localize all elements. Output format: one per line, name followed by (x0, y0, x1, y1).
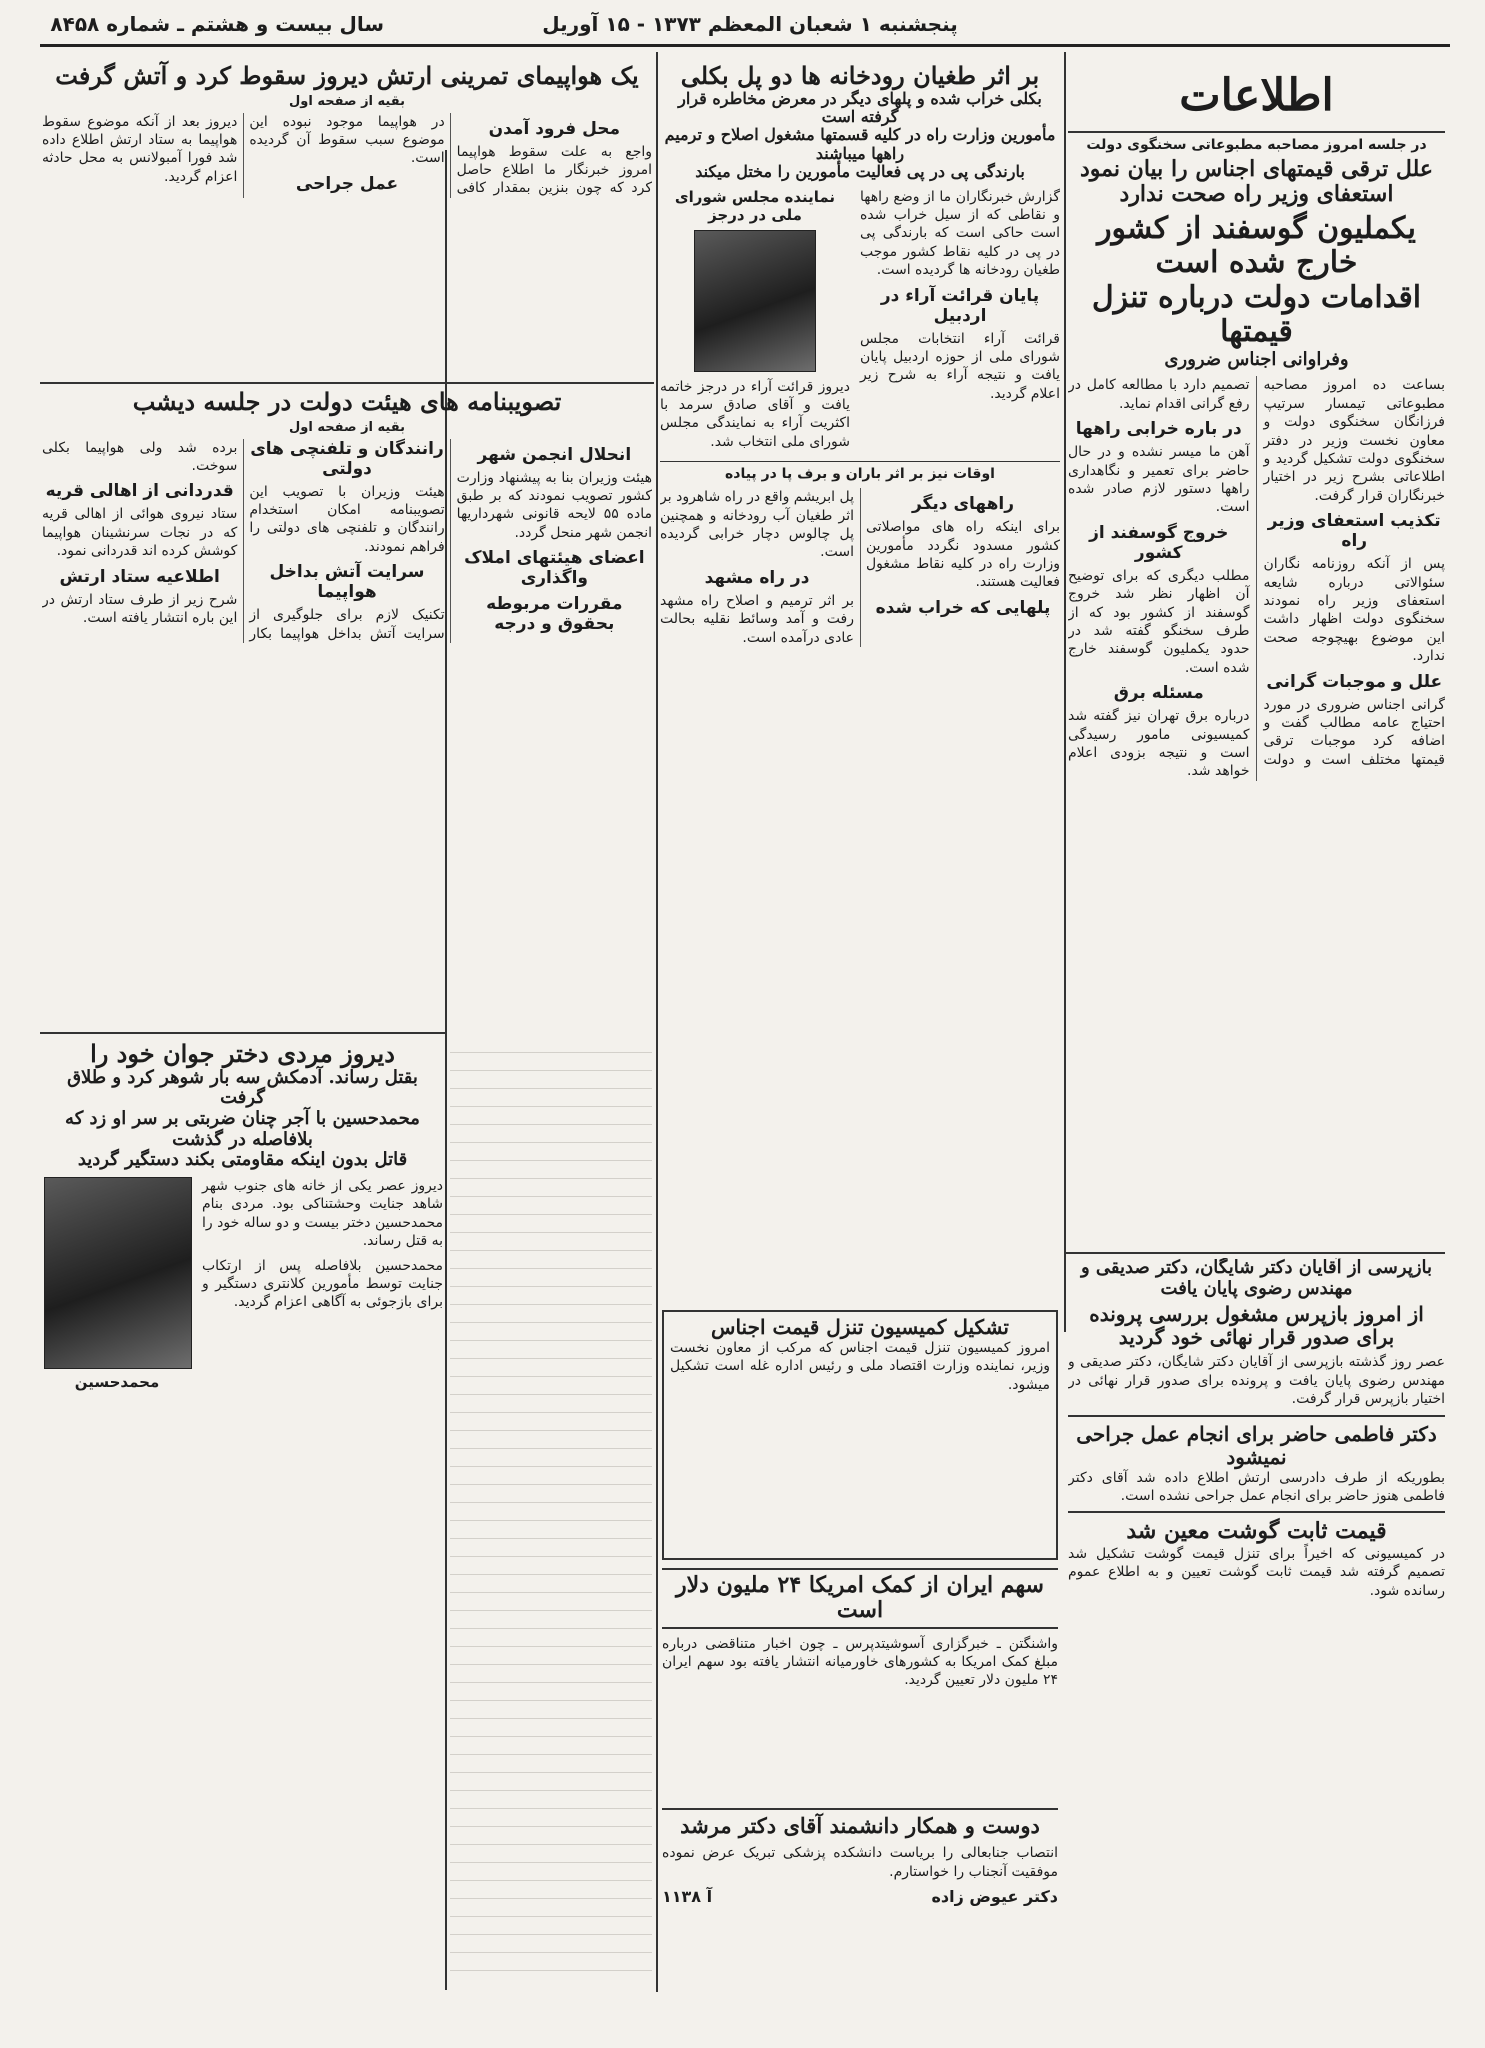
bottom-paragraph-3: در کمیسیونی که اخیراً برای تنزل قیمت گوشت تشکیل شد تصمیم گرفته شد قیمت ثابت گوشت تعیین و به اطلاع عموم رسانده شود. (1068, 1545, 1445, 1599)
plane-paragraph-2: دیروز بعد از آنکه موضوع سقوط هواپیما به ستاد ارتش اطلاع داده شد فورا آمبولانس به محل حادثه اعزام گردید. (42, 113, 238, 185)
left-top-article (42, 52, 652, 378)
middle-subhead-1: پایان قرائت آراء در اردبیل (880, 285, 1040, 326)
header-rule (40, 44, 1450, 47)
right-paragraph-6: درباره برق تهران نیز گفته شد کمیسیونی مامور رسیدگی است و نتیجه بزودی اعلام خواهد شد. (1068, 708, 1250, 780)
villagers-thanks-subhead: قدردانی از اهالی قریه (45, 481, 234, 502)
right-intro: در جلسه امروز مصاحبه مطبوعاتی سخنگوی دولت (1086, 137, 1427, 153)
middle-paragraph-1: گزارش خبرنگاران ما از وضع راهها و نقاطی که از سیل خراب شده است حاکی است که بارندگی پی در پی در کلیه نقاط کشور موجب طغیان رودخانه ها گردیده است. (860, 188, 1060, 279)
right-subhead-1: تکذیب استعفای وزیر راه (1267, 511, 1441, 552)
bottom-headline-2: از امروز بازپرس مشغول بررسی پرونده برای صدور قرار نهائی خود گردید (1089, 1302, 1424, 1350)
middle-paragraph-4: برای اینکه راه های مواصلاتی کشور مسدود نگردد مأمورین وزارت راه در کلیه نقاط مشغول فعالیت هستند. (866, 519, 1060, 591)
date-text: پنجشنبه ۱ شعبان المعظم ۱۳۷۳ - ۱۵ آوریل (542, 12, 958, 36)
right-column (1068, 52, 1445, 1312)
cabinet-paragraph-2: هیئت وزیران با تصویب این تصویبنامه امکان استخدام رانندگان و تلفنچی های دولتی را فراهم نمودند. (249, 483, 445, 555)
middle-footer-line: اوقات نیز بر اثر باران و برف پا در پیاده (660, 461, 1060, 482)
commission-headline: تشکیل کمیسیون تنزل قیمت اجناس (711, 1315, 1009, 1339)
issue-number (44, 6, 384, 42)
murder-headline-4: قاتل بدون اینکه مقاومتی بکند دستگیر گردید (77, 1149, 408, 1171)
bottom-paragraph-2: بطوریکه از طرف دادرسی ارتش اطلاع داده شد آقای دکتر فاطمی هنوز حاضر برای انجام عمل جراحی نشده است. (1068, 1469, 1445, 1504)
right-bottom-rule (1064, 1252, 1445, 1254)
right-headline-5: وفراوانی اجناس ضروری (1164, 348, 1349, 370)
plane-paragraph-3: تکنیک لازم برای جلوگیری از سرایت آتش بداخل هواپیما بکار برده شد ولی هواپیما بکلی سوخت. (42, 439, 445, 642)
cabinet-continued: بقیه از صفحه اول (289, 419, 405, 435)
issue-date (470, 6, 1030, 42)
photo-caption-mp: نماینده مجلس شورای ملی در درجز (674, 187, 836, 224)
notice-code: آ ۱۱۳۸ (662, 1886, 713, 1906)
left-continuation-column (450, 1040, 652, 1980)
right-subhead-4: خروج گوسفند از کشور (1089, 522, 1229, 563)
plane-crash-headline: یک هواپیمای تمرینی ارتش دیروز سقوط کرد و آتش گرفت (55, 61, 639, 90)
right-headline-3: یکملیون گوسفند از کشور خارج شده است (1097, 210, 1416, 281)
middle-paragraph-5: پل ابریشم واقع در راه شاهرود بر اثر طغیان آب رودخانه و همچنین پل چالوس دچار خرابی گردیده است. (660, 489, 854, 561)
newspaper-logo: اطلاعات (1179, 70, 1334, 121)
surgery-subhead: عمل جراحی (295, 173, 399, 194)
middle-paragraph-6: بر اثر ترمیم و اصلاح راه مشهد رفت و آمد وسائط نقلیه بحالت عادی درآمده است. (660, 592, 854, 646)
logo-rule (1068, 131, 1445, 133)
right-paragraph-2: پس از آنکه روزنامه نگاران سئوالاتی درباره شایعه استعفای وزیر راه نمودند سخنگوی دولت اظهار داشت این موضوع بهیچوجه صحت ندارد. (1263, 556, 1445, 665)
bottom-headline-3: دکتر فاطمی حاضر برای انجام عمل جراحی نمیشود (1076, 1421, 1437, 1469)
right-subhead-5: مسئله برق (1113, 683, 1204, 704)
price-commission-box (662, 1310, 1058, 1560)
plane-crash-continued: بقیه از صفحه اول (289, 93, 405, 109)
murder-paragraph-2: محمدحسین بلافاصله پس از ارتکاب جنایت توسط مأمورین کلانتری دستگیر و برای بازجوئی به آگاهی اعزام گردید. (202, 1257, 443, 1311)
right-subhead-2: علل و موجبات گرانی (1266, 671, 1443, 692)
right-bottom-section (1068, 1258, 1445, 1988)
bottom-rule-3 (1068, 1511, 1445, 1513)
landing-subhead: محل فرود آمدن (488, 118, 621, 139)
middle-subhead-3: پلهایی که خراب شده (875, 597, 1051, 618)
middle-headline-4: بارندگی پی در پی فعالیت مأمورین را مختل میکند (695, 162, 1025, 182)
plane-paragraph-5: شرح زیر از طرف ستاد ارتش در این باره انتشار یافته است. (42, 591, 238, 627)
murder-headline-3: محمدحسین با آجر چنان ضربتی بر سر او زد که بلافاصله در گذشت (65, 1107, 420, 1150)
column-rule-mid (656, 52, 658, 1992)
murder-paragraph-1: دیروز عصر یکی از خانه های جنوب شهر شاهد جنایت وحشتناکی بود. مردی بنام محمدحسین دختر بیست و دو ساله خود را به قتل رساند. (202, 1178, 443, 1250)
murder-headline-1: دیروز مردی دختر جوان خود را (90, 1040, 395, 1068)
bottom-headline-1: بازپرسی از آقایان دکتر شایگان، دکتر صدیقی و مهندس رضوی پایان یافت (1080, 1258, 1433, 1299)
right-headline-4: اقدامات دولت درباره تنزل قیمتها (1091, 279, 1422, 350)
cabinet-decrees-article (42, 388, 652, 1028)
cabinet-paragraph-1: هیئت وزیران بنا به پیشنهاد وزارت کشور تصویب نمودند که بر طبق ماده ۵۵ لایحه قانونی شهرداریها انجمن شهر منحل گردد. (456, 469, 652, 541)
plane-paragraph-4: ستاد نیروی هوائی از اهالی قریه که در نجات سرنشینان هواپیما کوشش کرده اند قدردانی نمود. (42, 506, 238, 560)
fire-spread-subhead: سرایت آتش بداخل هواپیما (269, 562, 425, 603)
council-dissolution-subhead: انحلال انجمن شهر (477, 444, 632, 465)
cabinet-headline: تصویبنامه های هیئت دولت در جلسه دیشب (132, 388, 562, 416)
middle-subhead-4: در راه مشهد (704, 567, 810, 588)
army-notice-subhead: اطلاعیه ستاد ارتش (59, 566, 220, 587)
right-paragraph-3: گرانی اجناس ضروری در مورد احتیاج عامه مطالب گفت و اضافه کرد موجبات ترقی قیمتها مختلف است و دولت تصمیم دارد با مطالعه کامل در رفع گرانی اقدام نماید. (1068, 377, 1445, 768)
bottom-headline-4: قیمت ثابت گوشت معین شد (1126, 1518, 1387, 1545)
bottom-paragraph-1: عصر روز گذشته بازپرسی از آقایان دکتر شایگان، دکتر صدیقی و مهندس رضوی پایان یافت و پرونده برای صدور قرار نهائی در اختیار بازپرس قرار گرفت. (1068, 1354, 1445, 1408)
usa-aid-article (662, 1568, 1058, 1798)
issue-text: سال بیست و هشتم ـ شماره ۸۴۵۸ (50, 12, 384, 36)
usa-aid-headline: سهم ایران از کمک امریکا ۲۴ ملیون دلار است (662, 1568, 1058, 1629)
congrats-paragraph: انتصاب جنابعالی را بریاست دانشکده پزشکی تبریک عرض نموده موفقیت آنجناب را خواستارم. (662, 1845, 1058, 1880)
murder-headline-2: بقتل رساند. آدمکش سه بار شوهر کرد و طلاق گرفت (67, 1066, 418, 1109)
left-rule-2 (40, 1032, 445, 1034)
right-headline-1: علل ترقی قیمتهای اجناس را بیان نمود (1080, 156, 1433, 182)
commission-paragraph: امروز کمیسیون تنزل قیمت اجناس که مرکب از معاون نخست وزیر، نماینده وزارت اقتصاد ملی و رئیس اداره غله است تشکیل میشود. (670, 1340, 1050, 1393)
suspect-caption: محمدحسین (74, 1373, 160, 1392)
middle-column (660, 52, 1060, 1312)
right-paragraph-5: مطلب دیگری که برای توضیح آن اظهار نظر شد خروج گوسفند از کشور بود که از طرف سخنگو گفته شد در حدود یکملیون گوسفند خارج شده است. (1068, 567, 1250, 676)
right-paragraph-4: آهن ما میسر نشده و در حال حاضر برای تعمیر و نگاهداری راهها دستور لازم صادر شده است. (1068, 444, 1250, 516)
middle-headline-2: بکلی خراب شده و پلهای دیگر در معرض مخاطره قرار گرفته است (678, 88, 1042, 126)
right-paragraph-1: بساعت ده امروز مصاحبه مطبوعاتی تیمسار سرتیپ فرزانگان سخنگوی دولت و معاون نخست وزیر در دفتر سخنگوی دولت تشکیل گردید و اطلاعاتی بشرح زیر در اختیار خبرنگاران قرار گرفت. (1263, 377, 1445, 504)
suspect-photo (44, 1177, 192, 1369)
right-subhead-3: در باره خرابی راهها (1075, 419, 1242, 440)
middle-subhead-2: راههای دیگر (911, 494, 1015, 515)
bottom-rule-2 (1068, 1415, 1445, 1417)
usa-aid-paragraph: واشنگتن ـ خبرگزاری آسوشیتدپرس ـ چون اخبار متناقضی درباره مبلغ کمک امریکا به کشورهای خاورمیانه انتشار یافته بود سهم ایران ۲۴ ملیون دلار تعیین گردید. (662, 1635, 1058, 1689)
congrats-notice (662, 1808, 1058, 1988)
column-rule-right (1064, 52, 1066, 1332)
middle-headline-3: مأمورین وزارت راه در کلیه قسمتها مشغول اصلاح و ترمیم راهها میباشند (664, 125, 1056, 163)
mp-portrait-photo (694, 230, 816, 372)
drivers-rules-subhead: مقررات مربوطه بحقوق و درجه رانندگان و تلفنچی های دولتی (250, 438, 623, 635)
congrats-signature: دکتر عیوض زاده (931, 1886, 1058, 1906)
left-rule-1 (40, 382, 654, 384)
middle-paragraph-2: دیروز قرائت آراء در درجز خاتمه یافت و آقای صادق سرمد با اکثریت آراء به نمایندگی مجلس شورای ملی انتخاب شد. (660, 378, 850, 450)
middle-headline-1: بر اثر طغیان رودخانه ها دو پل بکلی (680, 61, 1040, 90)
middle-paragraph-3: قرائت آراء انتخابات مجلس شورای ملی از حوزه اردبیل پایان یافت و نتیجه آراء به شرح زیر اعلام گردید. (860, 330, 1060, 402)
estates-board-subhead: اعضای هیئتهای املاک واگذاری (464, 548, 645, 589)
body-text-lines (450, 1040, 652, 1980)
plane-paragraph-1: واجع به علت سقوط هواپیما امروز خبرنگار ما اطلاع حاصل کرد که چون بنزین بمقدار کافی در هواپیما موجود نبوده این موضوع سبب سقوط آن گردیده است. (249, 113, 652, 197)
congrats-headline: دوست و همکار دانشمند آقای دکتر مرشد (662, 1808, 1058, 1838)
murder-story (42, 1040, 443, 1990)
right-headline-2: استعفای وزیر راه صحت ندارد (1119, 181, 1394, 208)
